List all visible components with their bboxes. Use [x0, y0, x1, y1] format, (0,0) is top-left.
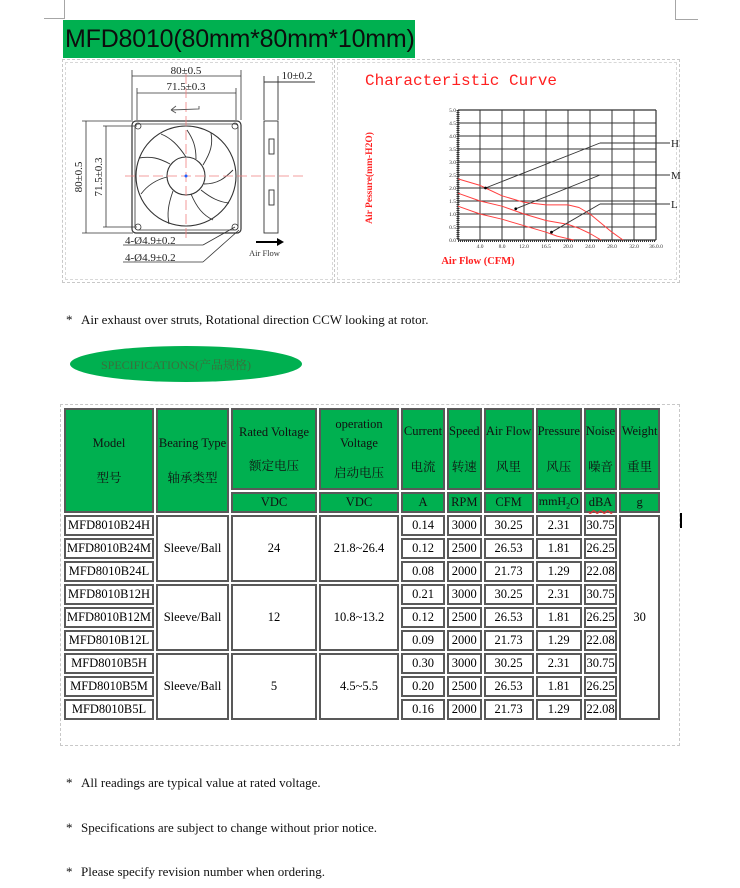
cell-pressure: 2.31	[536, 653, 582, 674]
table-row	[64, 584, 660, 605]
header-label: operation	[335, 417, 383, 432]
page-corner-mark	[675, 0, 698, 20]
cell-pressure: 1.29	[536, 630, 582, 651]
hole-label: 4-Ø4.9±0.2	[125, 252, 176, 264]
cell-airflow: 26.53	[484, 538, 534, 559]
product-title: MFD8010(80mm*80mm*10mm)	[65, 24, 415, 53]
header-label: Noise	[585, 423, 616, 438]
header-row	[64, 408, 660, 490]
cell-airflow: 21.73	[484, 630, 534, 651]
header-label: Model	[92, 436, 126, 450]
bullet: *	[66, 864, 73, 879]
header-label-cn: 轴承类型	[167, 469, 218, 485]
header-label-cn: 转速	[451, 459, 477, 474]
header-label: Rated Voltage	[238, 424, 309, 439]
cell-airflow: 21.73	[484, 561, 534, 582]
header-model	[64, 408, 154, 513]
y-tick-label: 1.0	[449, 212, 456, 218]
header-rated-voltage	[231, 408, 317, 490]
cell-airflow: 21.73	[484, 699, 534, 720]
cell-noise: 30.75	[584, 515, 617, 536]
specifications-heading	[70, 346, 302, 382]
cell-speed: 2000	[447, 561, 482, 582]
figure-box	[62, 59, 680, 283]
y-tick-label: 3.5	[449, 147, 456, 153]
header-label-cn: 风里	[496, 459, 522, 474]
cell-speed: 2000	[447, 630, 482, 651]
x-tick-label: 12.0	[519, 244, 529, 250]
cell-model: MFD8010B5L	[64, 699, 154, 720]
characteristic-curve-chart	[335, 60, 679, 282]
annotation-arrow	[486, 143, 601, 188]
cell-current: 0.14	[401, 515, 445, 536]
x-tick-label: 32.0	[629, 244, 639, 250]
chart-title: Characteristic Curve	[364, 72, 558, 90]
cell-airflow: 30.25	[484, 584, 534, 605]
cell-rated-voltage: 12	[231, 584, 317, 651]
dim-thickness: 10±0.2	[281, 70, 313, 82]
cell-airflow: 26.53	[484, 676, 534, 697]
fan-drawing	[63, 60, 335, 282]
note-text: Please specify revision number when ordering.	[81, 864, 326, 879]
cell-pressure: 1.29	[536, 699, 582, 720]
cell-weight: 30	[619, 515, 660, 720]
cell-rated-voltage: 24	[231, 515, 317, 582]
fan-side-view	[264, 76, 315, 233]
specifications-heading-text: SPECIFICATIONS(产品规格)	[100, 357, 251, 372]
dim-height-outer: 80±0.5	[73, 161, 85, 193]
cell-model: MFD8010B5M	[64, 676, 154, 697]
cell-speed: 3000	[447, 584, 482, 605]
series-line-m	[458, 193, 601, 240]
x-tick-label: 28.0	[607, 244, 617, 250]
y-tick-label: 3.0	[449, 160, 456, 166]
header-weight	[619, 408, 660, 490]
y-tick-label: 0.0	[449, 238, 456, 244]
cell-model: MFD8010B5H	[64, 653, 154, 674]
table-row	[64, 515, 660, 536]
cell-model: MFD8010B12H	[64, 584, 154, 605]
annotation-label-l: L	[671, 199, 678, 211]
cell-noise: 30.75	[584, 584, 617, 605]
note-exhaust	[66, 312, 428, 328]
unit-weight: g	[619, 492, 660, 513]
cell-current: 0.30	[401, 653, 445, 674]
airflow-label: Air Flow	[249, 248, 280, 258]
note-revision	[66, 864, 325, 880]
header-label: Air Flow	[485, 423, 532, 438]
note-readings	[66, 775, 321, 791]
spec-table	[62, 406, 662, 722]
cell-pressure: 1.81	[536, 538, 582, 559]
note-change	[66, 820, 377, 836]
cell-pressure: 2.31	[536, 584, 582, 605]
x-tick-label: 24.0	[585, 244, 595, 250]
cell-current: 0.20	[401, 676, 445, 697]
unit-noise	[584, 492, 617, 513]
cell-bearing: Sleeve/Ball	[156, 653, 229, 720]
bullet: *	[66, 820, 73, 835]
page-corner-mark	[44, 0, 65, 19]
header-label: Current	[403, 423, 443, 438]
header-label-cn: 重里	[627, 459, 653, 474]
cell-noise: 22.08	[584, 699, 617, 720]
note-text: Air exhaust over struts, Rotational direction CCW looking at rotor.	[81, 312, 429, 327]
unit-operation-voltage: VDC	[319, 492, 399, 513]
cell-operation-voltage: 21.8~26.4	[319, 515, 399, 582]
annotation-arrowhead	[484, 187, 487, 190]
text-cursor	[680, 513, 682, 528]
cell-noise: 26.25	[584, 538, 617, 559]
y-tick-label: 1.5	[449, 199, 456, 205]
x-tick-label: 36.0.0	[649, 244, 663, 250]
cell-noise: 30.75	[584, 653, 617, 674]
dim-height-holes: 71.5±0.3	[93, 157, 105, 197]
product-title-bar	[63, 20, 415, 58]
cell-model: MFD8010B24M	[64, 538, 154, 559]
chart-xlabel: Air Flow (CFM)	[441, 256, 515, 267]
cell-operation-voltage: 4.5~5.5	[319, 653, 399, 720]
cell-pressure: 1.29	[536, 561, 582, 582]
header-label-cn: 风压	[546, 459, 572, 474]
header-label: Voltage	[340, 435, 378, 450]
y-tick-label: 2.0	[449, 186, 456, 192]
note-text: All readings are typical value at rated voltage.	[81, 775, 321, 790]
header-label-cn: 噪音	[588, 459, 614, 474]
cell-airflow: 26.53	[484, 607, 534, 628]
cell-pressure: 1.81	[536, 676, 582, 697]
annotation-label-m: M	[671, 170, 681, 182]
unit-pressure: mmH$_2$O	[536, 492, 582, 513]
cell-model: MFD8010B24H	[64, 515, 154, 536]
header-pressure	[536, 408, 582, 490]
header-label: Weight	[621, 423, 658, 438]
cell-speed: 2500	[447, 538, 482, 559]
unit-noise-text: dBA	[588, 495, 613, 510]
cell-model: MFD8010B12L	[64, 630, 154, 651]
cell-noise: 26.25	[584, 676, 617, 697]
cell-model: MFD8010B24L	[64, 561, 154, 582]
cell-noise: 22.08	[584, 630, 617, 651]
header-operation-voltage	[319, 408, 399, 490]
cell-pressure: 1.81	[536, 607, 582, 628]
cell-bearing: Sleeve/Ball	[156, 515, 229, 582]
cell-noise: 22.08	[584, 561, 617, 582]
y-tick-label: 4.0	[449, 134, 456, 140]
annotation-arrow	[516, 175, 600, 209]
x-tick-label: 8.0	[498, 244, 506, 250]
cell-current: 0.08	[401, 561, 445, 582]
cell-speed: 2000	[447, 699, 482, 720]
header-label: Bearing Type	[158, 436, 227, 450]
annotation-arrow	[552, 204, 601, 232]
airflow-arrow-icon	[256, 238, 284, 246]
unit-airflow: CFM	[484, 492, 534, 513]
y-tick-label: 0.5	[449, 225, 456, 231]
header-noise	[584, 408, 617, 490]
y-tick-label: 2.5	[449, 173, 456, 179]
cell-airflow: 30.25	[484, 515, 534, 536]
cell-speed: 3000	[447, 653, 482, 674]
annotation-arrowhead	[550, 231, 553, 234]
table-row	[64, 653, 660, 674]
annotation-arrowhead	[514, 207, 517, 210]
bullet: *	[66, 312, 73, 327]
x-tick-label: 4.0	[476, 244, 484, 250]
unit-rated-voltage: VDC	[231, 492, 317, 513]
unit-current: A	[401, 492, 445, 513]
x-tick-label: 16.5	[541, 244, 551, 250]
cell-speed: 3000	[447, 515, 482, 536]
header-label: Speed	[449, 423, 480, 438]
cell-noise: 26.25	[584, 607, 617, 628]
unit-speed: RPM	[447, 492, 482, 513]
header-label-cn: 电流	[410, 459, 436, 474]
cell-current: 0.09	[401, 630, 445, 651]
cell-airflow: 30.25	[484, 653, 534, 674]
cell-current: 0.21	[401, 584, 445, 605]
hole-label: 4-Ø4.9±0.2	[125, 235, 176, 247]
y-tick-label: 5.0	[449, 108, 456, 114]
cell-rated-voltage: 5	[231, 653, 317, 720]
header-bearing	[156, 408, 229, 513]
header-label-cn: 型号	[96, 469, 122, 485]
y-tick-label: 4.5	[449, 121, 456, 127]
rotation-arrow-icon	[171, 106, 199, 113]
cell-current: 0.12	[401, 538, 445, 559]
cell-operation-voltage: 10.8~13.2	[319, 584, 399, 651]
cell-speed: 2500	[447, 676, 482, 697]
header-label: Pressure	[537, 423, 580, 438]
spec-table-frame	[60, 404, 680, 746]
dim-width-holes: 71.5±0.3	[166, 81, 206, 93]
note-text: Specifications are subject to change without prior notice.	[81, 820, 378, 835]
header-current	[401, 408, 445, 490]
cell-pressure: 2.31	[536, 515, 582, 536]
chart-ylabel: Air Pessure(mm-H2O)	[365, 132, 375, 224]
x-tick-label: 20.0	[563, 244, 573, 250]
header-speed	[447, 408, 482, 490]
header-label-cn: 启动电压	[333, 465, 384, 481]
header-label-cn: 额定电压	[248, 458, 299, 473]
annotation-label-h: H	[671, 138, 679, 150]
cell-current: 0.16	[401, 699, 445, 720]
cell-model: MFD8010B12M	[64, 607, 154, 628]
dim-width-outer: 80±0.5	[170, 65, 202, 77]
cell-speed: 2500	[447, 607, 482, 628]
cell-bearing: Sleeve/Ball	[156, 584, 229, 651]
cell-current: 0.12	[401, 607, 445, 628]
header-airflow	[484, 408, 534, 490]
bullet: *	[66, 775, 73, 790]
